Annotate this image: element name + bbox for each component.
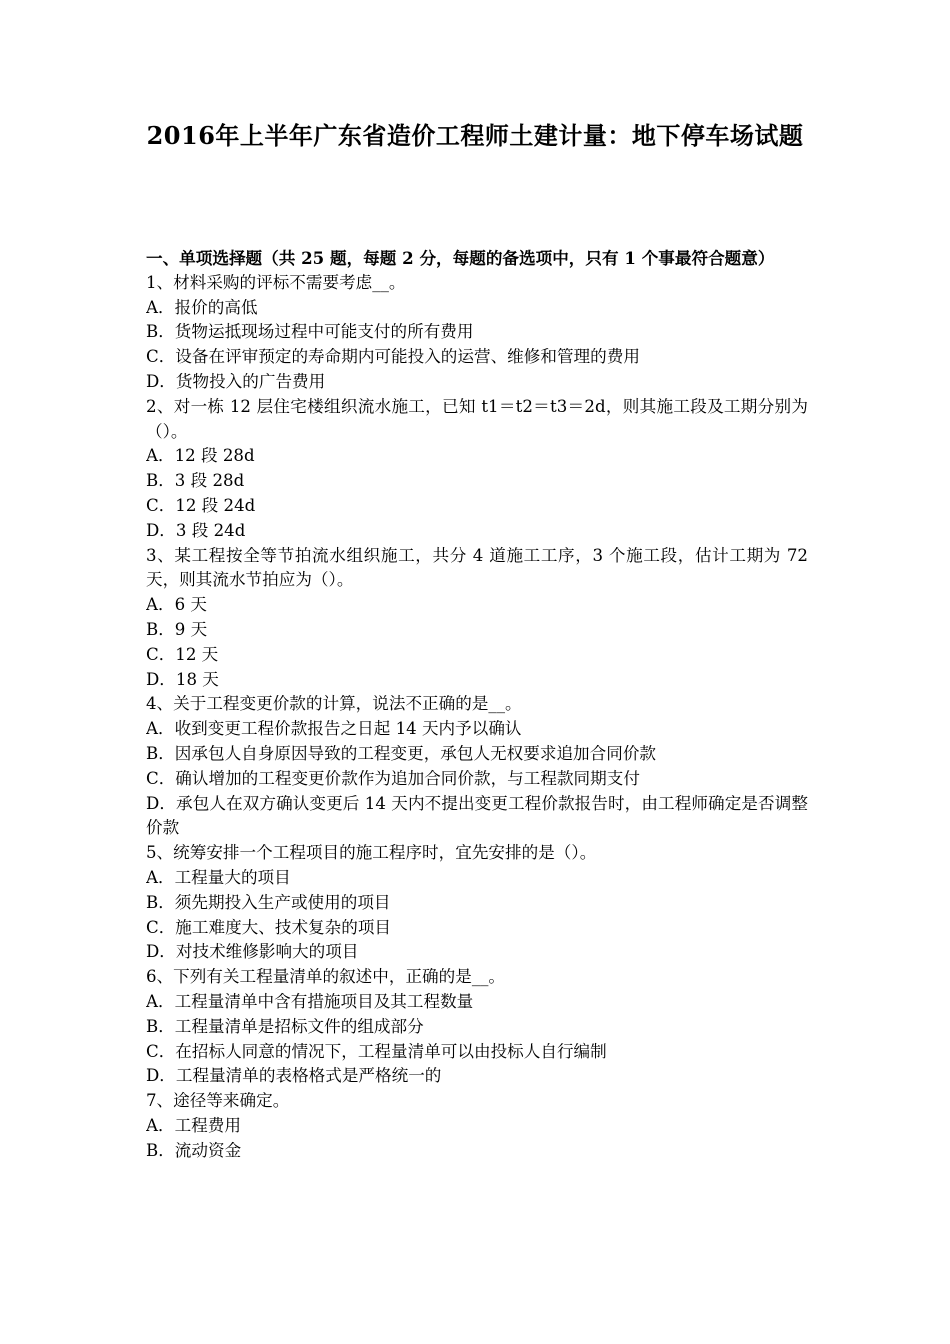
question-2 [146, 395, 808, 544]
option-a: A．报价的高低 [146, 297, 258, 317]
option-a: A．收到变更工程价款报告之日起 14 天内予以确认 [146, 719, 522, 739]
option-a: A．12 段 28d [146, 446, 255, 466]
option-d: D．3 段 24d [146, 520, 246, 540]
option-c: C．12 天 [146, 644, 219, 664]
question-3 [146, 544, 808, 693]
option-b: B．因承包人自身原因导致的工程变更，承包人无权要求追加合同价款 [146, 743, 657, 763]
option-d: D．18 天 [146, 669, 219, 689]
question-stem: 4、关于工程变更价款的计算，说法不正确的是__。 [146, 694, 522, 714]
option-c: C．设备在评审预定的寿命期内可能投入的运营、维修和管理的费用 [146, 347, 640, 367]
option-d: D．工程量清单的表格格式是严格统一的 [146, 1066, 442, 1086]
document-title: 2016年上半年广东省造价工程师土建计量：地下停车场试题 [146, 121, 804, 150]
option-b: B．3 段 28d [146, 471, 245, 491]
question-6 [146, 965, 808, 1089]
option-b: B．流动资金 [146, 1140, 242, 1160]
question-4 [146, 692, 808, 841]
option-c: C．在招标人同意的情况下，工程量清单可以由投标人自行编制 [146, 1041, 607, 1061]
question-5 [146, 841, 808, 965]
option-a: A．工程量清单中含有措施项目及其工程数量 [146, 991, 474, 1011]
question-stem: 5、统筹安排一个工程项目的施工程序时，宜先安排的是（）。 [146, 843, 597, 863]
option-b: B．货物运抵现场过程中可能支付的所有费用 [146, 322, 474, 342]
question-stem: 1、材料采购的评标不需要考虑__。 [146, 272, 406, 292]
option-d: D．对技术维修影响大的项目 [146, 942, 359, 962]
option-a: A．6 天 [146, 595, 208, 615]
option-c: C．12 段 24d [146, 495, 256, 515]
option-b: B．9 天 [146, 619, 208, 639]
question-stem: 7、途径等来确定。 [146, 1091, 290, 1111]
option-d: D．承包人在双方确认变更后 14 天内不提出变更工程价款报告时，由工程师确定是否调整价款 [146, 793, 808, 838]
section-heading: 一、单项选择题（共 25 题，每题 2 分，每题的备选项中，只有 1 个事最符合题意） [146, 248, 775, 268]
question-stem: 2、对一栋 12 层住宅楼组织流水施工，已知 t1＝t2＝t3＝2d，则其施工段及工期分别为（）。 [146, 396, 808, 441]
question-stem: 6、下列有关工程量清单的叙述中，正确的是__。 [146, 967, 506, 987]
option-a: A．工程量大的项目 [146, 867, 291, 887]
question-1 [146, 271, 808, 395]
question-7 [146, 1089, 808, 1163]
option-b: B．须先期投入生产或使用的项目 [146, 892, 391, 912]
question-stem: 3、某工程按全等节拍流水组织施工，共分 4 道施工工序，3 个施工段，估计工期为 72 天，则其流水节拍应为（）。 [146, 545, 808, 590]
option-c: C．确认增加的工程变更价款作为追加合同价款，与工程款同期支付 [146, 768, 640, 788]
option-c: C．施工难度大、技术复杂的项目 [146, 917, 392, 937]
option-d: D．货物投入的广告费用 [146, 371, 326, 391]
option-a: A．工程费用 [146, 1115, 241, 1135]
option-b: B．工程量清单是招标文件的组成部分 [146, 1016, 424, 1036]
document-body [146, 246, 808, 1163]
